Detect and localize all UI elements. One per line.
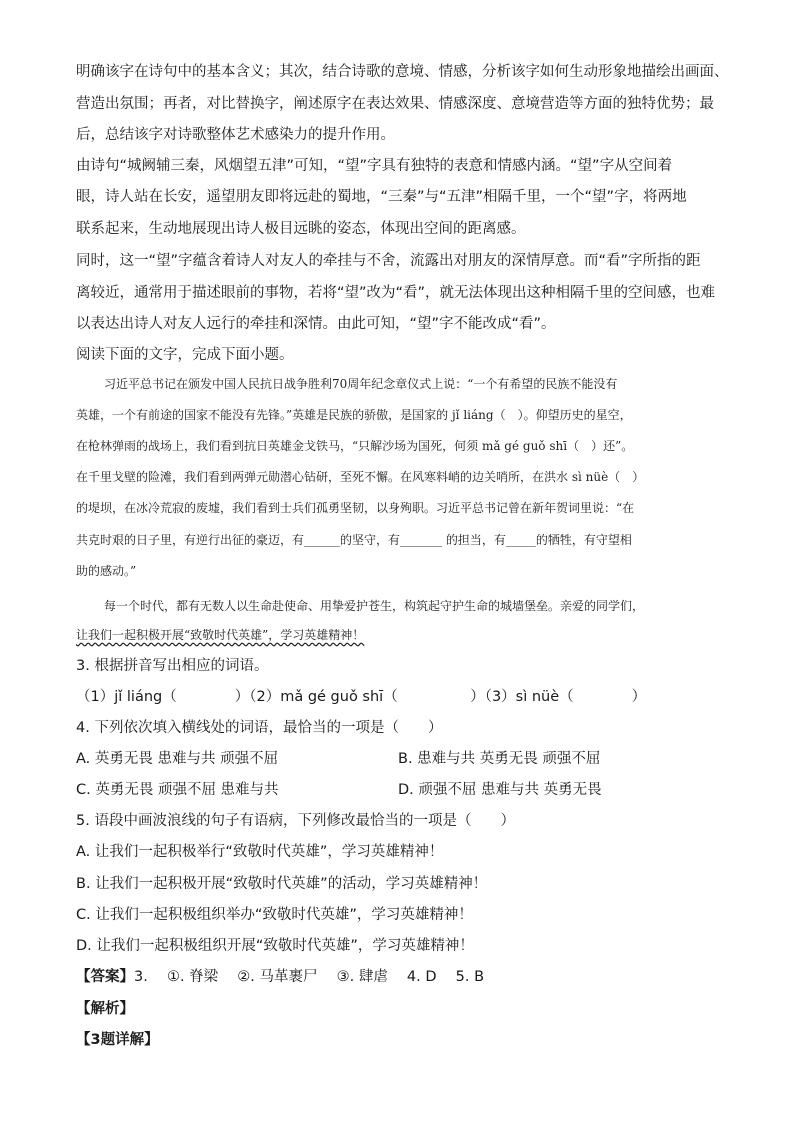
answer-label: 【答案】 [76, 969, 134, 985]
q5-option-d: D. 让我们一起积极组织开展“致敬时代英雄”，学习英雄精神！ [76, 938, 474, 954]
passage-line: 英雄，一个有前途的国家不能没有先锋。”英雄是民族的骄傲，是国家的 jǐ liáng（ ）。仰望历史的星空， [76, 408, 632, 422]
analysis-line: 联系起来，生动地展现出诗人极目远眺的姿态，体现出空间的距离感。 [76, 221, 526, 237]
passage-line: 助的感动。” [76, 564, 137, 578]
q4-option-c: C. 英勇无畏 顽强不屈 患难与共 [76, 782, 279, 798]
analysis-line: 明确该字在诗句中的基本含义；其次，结合诗歌的意境、情感，分析该字如何生动形象地描绘出画面、 [76, 64, 729, 80]
q4-stem: 4. 下列依次填入横线处的词语，最恰当的一项是（ ） [76, 720, 443, 736]
reading-instruction: 阅读下面的文字，完成下面小题。 [76, 347, 294, 363]
passage-line: 每一个时代，都有无数人以生命赴使命、用挚爱护苍生，构筑起守护生命的城墙堡垒。亲爱的同学们， [104, 599, 645, 613]
q5-stem: 5. 语段中画波浪线的句子有语病，下列修改最恰当的一项是（ ） [76, 813, 515, 829]
q4-option-d: D. 顽强不屈 患难与共 英勇无畏 [398, 782, 602, 798]
analysis-line: 营造出氛围；再者，对比替换字，阐述原字在表达效果、情感深度、意境营造等方面的独特优势；最 [76, 96, 714, 112]
passage-line: 在枪林弹雨的战场上，我们看到抗日英雄金戈铁马，“只解沙场为国死，何须 mǎ gé guǒ shī（ ）还”。 [76, 439, 634, 453]
q4-option-b: B. 患难与共 英勇无畏 顽强不屈 [398, 751, 601, 767]
q3-stem: 3. 根据拼音写出相应的词语。 [76, 658, 269, 674]
passage-line: 共克时艰的日子里，有逆行出征的豪迈，有______的坚守，有_______ 的担当，有_____的牺牲，有守望相 [76, 533, 632, 547]
passage-line: 的堤坝，在冰冷荒寂的废墟，我们看到士兵们孤勇坚韧，以身殉职。习近平总书记曾在新年贺词里说：“在 [76, 501, 635, 515]
answer-content: 3. ①. 脊梁 ②. 马革裹尸 ③. 肆虐 4. D 5. B [134, 969, 485, 985]
analysis-label: 【解析】 [76, 1001, 134, 1017]
analysis-line: 后，总结该字对诗歌整体艺术感染力的提升作用。 [76, 127, 395, 143]
passage-line: 在千里戈壁的险滩，我们看到两弹元勋潜心钻研，至死不懈。在风寒料峭的边关哨所，在洪水 sì nüè（ ） [76, 470, 645, 484]
analysis-line: 以表达出诗人对友人远行的牵挂和深情。由此可知，“望”字不能改成“看”。 [76, 316, 556, 332]
q5-option-c: C. 让我们一起积极组织举办“致敬时代英雄”，学习英雄精神！ [76, 907, 473, 923]
q5-option-b: B. 让我们一起积极开展“致敬时代英雄”的活动，学习英雄精神！ [76, 876, 488, 892]
q4-option-a: A. 英勇无畏 患难与共 顽强不屈 [76, 751, 279, 767]
q5-option-a: A. 让我们一起积极举行“致敬时代英雄”，学习英雄精神！ [76, 844, 444, 860]
q3-items: （1）jǐ liáng（ ）（2）mǎ gé guǒ shī（ ）（3）sì nüè（ ） [76, 689, 647, 705]
analysis-line: 离较近，通常用于描述眼前的事物，若将“望”改为“看”，就无法体现出这种相隔千里的空间感，也难 [76, 285, 716, 301]
detail-label: 【3题详解】 [76, 1032, 159, 1048]
analysis-line: 同时，这一“望”字蕴含着诗人对友人的牵挂与不舍，流露出对朋友的深情厚意。而“看”字所指的距 [76, 253, 701, 269]
analysis-line: 眼，诗人站在长安，遥望朋友即将远赴的蜀地，“三秦”与“五津”相隔千里，一个“望”字，将两地 [76, 189, 687, 205]
passage-line: 习近平总书记在颁发中国人民抗日战争胜利70周年纪念章仪式上说：“一个有希望的民族不能没有 [104, 377, 618, 391]
wavy-underlined-sentence: 让我们一起积极开展“致敬时代英雄”，学习英雄精神！ [76, 628, 365, 642]
answer-row [76, 967, 484, 987]
analysis-line: 由诗句“城阙辅三秦，风烟望五津”可知，“望”字具有独特的表意和情感内涵。“望”字从空间着 [76, 158, 673, 174]
